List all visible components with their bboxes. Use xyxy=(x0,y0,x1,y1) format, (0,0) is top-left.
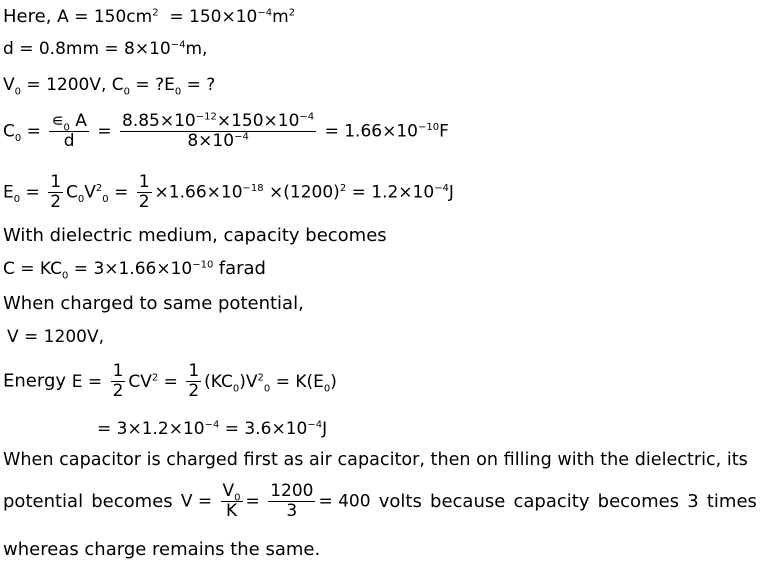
line-energy-result: = $3\times 1.2\times 10^{-4} = 3.6\times 10^{-4}J$ xyxy=(97,419,328,439)
line-unknowns: $V_0 = 1200V$, $C_0$ = $?E_0$ = ? xyxy=(3,75,216,98)
line-energy: $E_0$ = $\frac{1}{2}$ $C_0V^2_0$ = $\frac{1}{2}$ $\times 1.66\times 10^{-18} \times(1200)^2 = 1.2\times 10^{-4}J$ xyxy=(3,172,454,212)
fraction-half-2: $\frac{1}{2}$ xyxy=(138,172,150,212)
line-potential-becomes: potential becomes V = $\frac{V_0}{K}$ = $\frac{1200}{3}$ = 400 volts because capacity becomes 3 times xyxy=(3,481,757,521)
text-charge-same: whereas charge remains the same. xyxy=(3,539,321,560)
line-new-capacity: $C = KC_0 = 3\times 1.66\times 10^{-10}$ farad xyxy=(3,258,266,282)
eq-potential: V = $\frac{V_0}{K}$ = $\frac{1200}{3}$ = 400 xyxy=(180,481,371,521)
line-area xyxy=(3,6,295,28)
text-same-potential: When charged to same potential, xyxy=(3,293,304,314)
fraction-half: $\frac{1}{2}$ xyxy=(50,172,62,212)
line-voltage: V = 1200V, xyxy=(7,327,104,347)
line-distance: $d = 0.8mm = 8\times 10^{-4}m$, xyxy=(3,39,208,59)
fraction-capacitance-values: $\frac{8.85\times 10^{-12}\times 150\times 10^{-4}}{8\times 10^{-4}}$ xyxy=(122,111,315,151)
line-capacitance: $C_0$ = $\frac{∊_0 A}{d}$ = $\frac{8.85\times 10^{-12}\times 150\times 10^{-4}}{8\times 10^{-4}}$ = $1.66\times 10^{-10}F$ xyxy=(3,111,449,151)
fraction-half-3: $\frac{1}{2}$ xyxy=(112,361,124,401)
fraction-1200-over-3: $\frac{1200}{3}$ xyxy=(270,481,314,521)
line-energy-dielectric: Energy E = $\frac{1}{2}$ $CV^2$ = $\frac{1}{2}$ $(KC_0)V^2_0 = K(E_0)$ xyxy=(3,361,337,401)
label-energy: Energy xyxy=(3,370,67,392)
text-air-capacitor: When capacitor is charged first as air capacitor, then on filling with the dielectric, its xyxy=(3,450,748,470)
text-here: Here, xyxy=(3,6,52,27)
eq-area: $A = 150cm^2 = 150\times 10^{-4}m^2$ xyxy=(57,7,296,27)
fraction-v0-over-k: $\frac{V_0}{K}$ xyxy=(222,481,241,521)
fraction-half-4: $\frac{1}{2}$ xyxy=(188,361,200,401)
text-dielectric-medium: With dielectric medium, capacity becomes xyxy=(3,225,387,246)
fraction-eps-a-over-d: $\frac{∊_0 A}{d}$ xyxy=(51,111,87,151)
